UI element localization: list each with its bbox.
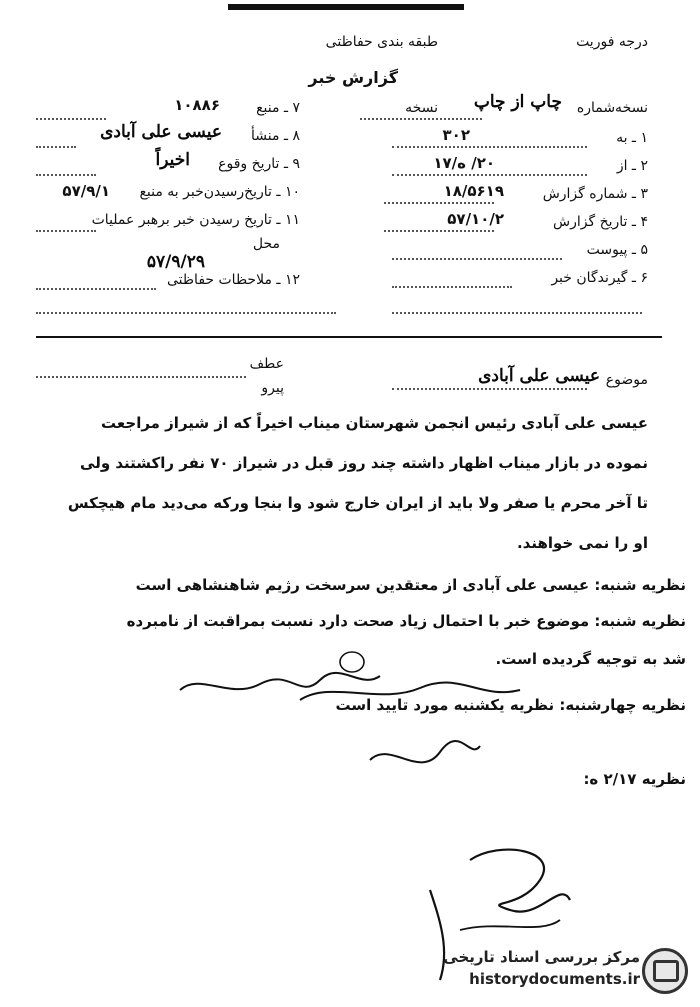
dotted-line — [392, 174, 587, 176]
assessment-line: نظریه شنبه: عیسی علی آبادی از معتقدین سرسخت رژیم شاهنشاهی است — [135, 576, 686, 594]
subject-value: عیسی علی آبادی — [478, 366, 600, 386]
atf-label: عطف — [249, 356, 284, 372]
field-source-value: ۱۰۸۸۶ — [174, 96, 220, 114]
body-line: تا آخر محرم یا صفر ولا باید از ایران خارج شود وا بنجا ورکه می‌دید مام هیچکس — [67, 494, 648, 512]
logo-url: historydocuments.ir — [469, 970, 640, 988]
field-to-label: ۱ ـ به — [616, 130, 648, 146]
field-ops-receipt-date-label: ۱۱ ـ تاریخ رسیدن خبر برهبر عملیات — [91, 212, 300, 228]
body-line: او را نمی خواهند. — [516, 534, 648, 552]
field-attachment-label: ۵ ـ پیوست — [586, 242, 648, 258]
field-from-value: ۲۰/ ه/۱۷ — [433, 154, 495, 172]
field-place-label: محل — [252, 236, 280, 252]
dotted-line — [392, 388, 587, 390]
field-to-value: ۳۰۲ — [442, 126, 470, 144]
field-source-receipt-date-label: ۱۰ ـ تاریخ‌رسیدن‌خبر به منبع — [139, 184, 300, 200]
dotted-line — [36, 312, 336, 314]
field-report-date-value: ۵۷/۱۰/۲ — [447, 210, 504, 228]
dotted-line — [392, 286, 512, 288]
logo-name: مرکز بررسی اسناد تاریخی — [443, 948, 640, 966]
field-occurrence-date-value: اخیراً — [155, 150, 190, 170]
field-source-receipt-date-value: ۵۷/۹/۱ — [62, 182, 110, 200]
field-report-number-value: ۱۸/۵۶۱۹ — [443, 182, 504, 200]
dotted-line — [360, 118, 482, 120]
field-report-date-label: ۴ ـ تاریخ گزارش — [553, 214, 648, 230]
field-recipients-label: ۶ ـ گیرندگان خبر — [551, 270, 648, 286]
assessment-line: نظریه ۲/۱۷ ه: — [583, 770, 686, 788]
dotted-line — [392, 258, 562, 260]
field-report-number-label: ۳ ـ شماره گزارش — [542, 186, 648, 202]
body-line: نموده در بازار میناب اظهار داشته چند روز قبل در شیراز ۷۰ نفر راکشتند ولی — [80, 454, 648, 472]
field-ops-receipt-date-value: ۵۷/۹/۲۹ — [146, 252, 205, 272]
assessment-line: شد به توجیه گردیده است. — [495, 650, 686, 668]
logo-emblem-icon — [642, 948, 688, 994]
field-copy-number-value: چاپ از چاپ — [473, 92, 562, 112]
subject-label: موضوع — [605, 372, 648, 388]
dotted-line — [36, 376, 246, 378]
field-copy-suffix: نسخه — [405, 100, 438, 116]
dotted-line — [392, 146, 587, 148]
page-title: گزارش خبر — [308, 68, 398, 87]
dotted-line — [392, 312, 642, 314]
classification-label: طبقه بندی حفاظتی — [325, 34, 438, 50]
field-copy-number-label: نسخه‌شماره — [576, 100, 648, 116]
dotted-line — [36, 118, 106, 120]
top-bar — [228, 4, 464, 10]
dotted-line — [384, 230, 494, 232]
archive-logo — [420, 944, 688, 998]
dotted-line — [36, 174, 96, 176]
field-origin-value: عیسی علی آبادی — [100, 122, 222, 142]
dotted-line — [36, 230, 96, 232]
dotted-line — [36, 146, 76, 148]
urgency-label: درجه فوریت — [576, 34, 648, 50]
dotted-line — [384, 202, 494, 204]
assessment-line: نظریه شنبه: موضوع خبر با احتمال زیاد صحت دارد نسبت بمراقبت از نامبرده — [126, 612, 686, 630]
assessment-line: نظریه چهارشنبه: نظریه یکشنبه مورد تایید است — [335, 696, 686, 714]
dotted-line — [36, 288, 156, 290]
field-security-notes-label: ۱۲ ـ ملاحظات حفاظتی — [167, 272, 300, 288]
field-source-label: ۷ ـ منبع — [256, 100, 300, 116]
field-origin-label: ۸ ـ منشأ — [250, 128, 300, 144]
peyro-label: پیرو — [261, 380, 284, 396]
field-from-label: ۲ ـ از — [616, 158, 648, 174]
field-occurrence-date-label: ۹ ـ تاریخ وقوع — [218, 156, 300, 172]
section-divider — [36, 336, 662, 338]
body-line: عیسی علی آبادی رئیس انجمن شهرستان میناب اخیراً که از شیراز مراجعت — [101, 414, 648, 432]
